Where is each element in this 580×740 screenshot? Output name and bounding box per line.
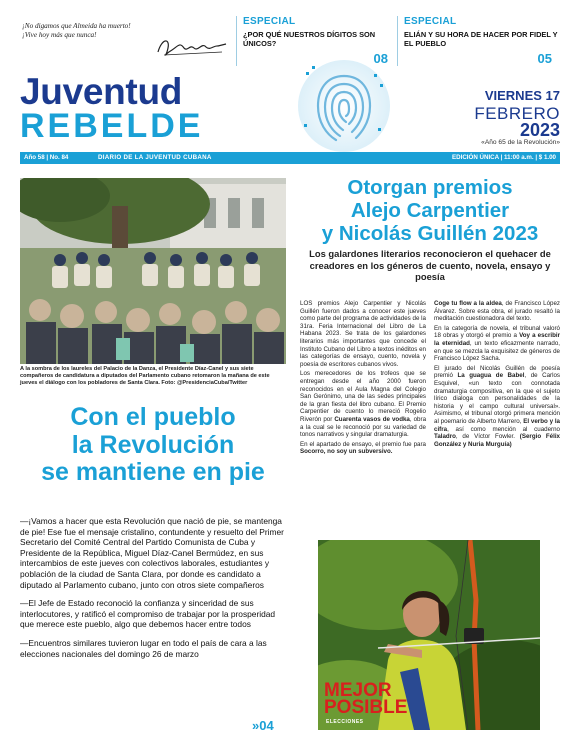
- story-book-title: La guagua de Babel: [457, 372, 525, 380]
- story-text: En la categoría de novela, el tribunal valoró 18 obras y otorgó el premio a: [434, 324, 560, 340]
- issue-month: FEBRERO: [474, 104, 560, 123]
- lead-headline-line-1: Con el pueblo: [70, 403, 236, 431]
- year-motto: «Año 65 de la Revolución»: [481, 139, 560, 146]
- story-book-title: El verbo y la cifra: [434, 417, 560, 433]
- story-book-title: Taladro: [434, 433, 456, 441]
- lead-continue-link[interactable]: »04: [252, 718, 274, 733]
- ad-logo-line-2: POSIBLE: [324, 697, 408, 718]
- story-text: , un texto eficazmente narrado, en que se mezcla la exquisitez de géneros de Francisco López Sacha.: [434, 339, 560, 363]
- story-headline-line-3: y Nicolás Guillén 2023: [321, 222, 539, 245]
- ad-logo: [324, 682, 407, 716]
- ad-logo-line-1: MEJOR: [324, 680, 392, 701]
- lead-headline-line-3: se mantiene en pie: [41, 458, 265, 486]
- teaser-title: ELIÁN Y SU HORA DE HACER POR FIDEL Y EL PUEBLO: [404, 30, 558, 48]
- story-column-2: [434, 300, 560, 528]
- masthead-bar: [20, 152, 560, 164]
- lead-paragraph-1: —¡Vamos a hacer que esta Revolución que nació de pie, se mantenga de pie! Ese fue el mensaje cristalino, contundente y resuelto del Primer Secretario del Comité Central del Partido Comunista de Cuba y Presidente de la República, Miguel Díaz-Canel Bermúdez, en sus intercambios de este jueves con colectivos laborales, estudiantes y población de la ciudad de Santa Clara, por donde es candidato a diputado al Parlamento cubano, junto con otros siete compañeros: [20, 516, 284, 590]
- lead-paragraph-2: —El Jefe de Estado reconoció la confianza y sinceridad de sus interlocutores, y ratificó el compromiso de trabajar por la prosperidad que merece este pueblo, algo que debemos hacer entre todos: [20, 598, 276, 630]
- story-text: , de Carlos Esquivel, «un texto con connotada dramaturgia compositiva, en la que el sujeto lírico dialoga con personalidades de la historia y el campo cultural universal». Asimismo, el tribunal otorgó primera mención al poemario de Alberto Marrero,: [434, 372, 561, 425]
- story-book-title: Coge tu flow a la aldea: [434, 300, 502, 307]
- story-text: , así como mención al cuaderno: [447, 425, 560, 433]
- teaser-page: 05: [537, 51, 552, 66]
- teaser-elian[interactable]: [397, 16, 560, 66]
- story-paragraph: [434, 325, 560, 363]
- issue-year: 2023: [519, 120, 560, 140]
- teaser-tag: ESPECIAL: [404, 16, 457, 27]
- edition-info: EDICIÓN ÚNICA | 11:00 a.m. | $ 1.00: [452, 154, 556, 161]
- story-book-title: Voy a escribir la eternidad: [434, 332, 561, 347]
- quote-line-1: ¡No digamos que Almeida ha muerto!: [22, 22, 131, 30]
- newspaper-tagline: DIARIO DE LA JUVENTUD CUBANA: [98, 154, 212, 161]
- story-paragraph: [300, 370, 426, 438]
- lead-headline[interactable]: [20, 404, 286, 487]
- story-headline-line-2: Alejo Carpentier: [350, 199, 510, 222]
- issue-number: Año 58 | No. 84: [24, 154, 69, 161]
- masthead-juventud: Juventud: [20, 71, 183, 112]
- lead-paragraph-3: —Encuentros similares tuvieron lugar en todo el país de cara a las elecciones nacionales del domingo 26 de marzo: [20, 637, 267, 659]
- story-book-title: Socorro, no soy un subversivo.: [300, 448, 393, 456]
- teaser-page: 08: [373, 51, 388, 66]
- lead-body: [20, 516, 286, 667]
- story-column-1: [300, 300, 426, 528]
- story-deck: Los galardones literarios reconocieron el quehacer de creadores en los géneros de cuento, novela, ensayo y poesía: [309, 248, 551, 283]
- archer-ad[interactable]: [318, 540, 540, 730]
- story-byline: (Sergio Félix González y Nuria Murguía): [434, 433, 560, 448]
- lead-headline-line-2: la Revolución: [71, 430, 235, 459]
- fingerprint-icon: [296, 54, 392, 154]
- story-paragraph: [434, 300, 560, 323]
- story-paragraph: [300, 441, 426, 456]
- issue-day: VIERNES 17: [484, 88, 560, 103]
- signature-icon: [152, 34, 232, 60]
- story-headline[interactable]: [300, 176, 560, 245]
- story-text: , de Víctor Fowler.: [455, 433, 520, 441]
- story-text: , de Francisco López Álvarez. Sobre esta obra, el jurado resaltó la meditación cuestionadora del texto.: [434, 300, 561, 323]
- masthead-rebelde: REBELDE: [20, 107, 204, 145]
- story-text: En el apartado de ensayo, el premio fue para: [300, 440, 426, 448]
- story-paragraph: LOS premios Alejo Carpentier y Nicolás Guillén fueron dados a conocer este jueves como parte del programa de actividades de la 31ra. Feria Internacional del Libro de La Habana 2023. Se trata de los galardones literarios más importantes que concede el Instituto Cubano del Libro a textos inéditos en las categorías de ensayo, cuento, novela y poesía de escritores cubanos vivos.: [300, 300, 426, 368]
- photo-caption: A la sombra de los laureles del Palacio de la Danza, el Presidente Díaz-Canel y sus siete compañeros de candidatura a diputados del Parlamento cubano retomaron la mañana de este jueves el diálogo con los pobladores de Santa Clara. Foto: @PresidenciaCuba/Twitter: [20, 366, 270, 387]
- teaser-tag: ESPECIAL: [243, 16, 296, 27]
- teaser-title: ¿POR QUÉ NUESTROS DÍGITOS SON ÚNICOS?: [243, 30, 376, 48]
- story-text: , obra a la cual se le reconoció por su variedad de tonos narrativos y singular dramaturgia.: [300, 415, 427, 439]
- quote-line-2: ¡Vive hoy más que nunca!: [22, 31, 97, 39]
- story-text: Los merecedores de los trofeos que se entregan desde el año 2000 fueron reconocidos en el Aula Magna del Colegio San Gerónimo, una de las sedes principales de la gran fiesta del libro cubano. El Premio Carpentier de cuento lo mereció Rogelio Riverón por: [300, 370, 426, 423]
- lead-photo[interactable]: [20, 178, 286, 364]
- story-book-title: Cuarenta vasos de vodka: [334, 415, 410, 423]
- ad-subtitle: ELECCIONES: [326, 719, 364, 725]
- story-paragraph: [434, 365, 560, 449]
- story-text: El jurado del Nicolás Guillén de poesía premió: [434, 364, 560, 380]
- story-headline-line-1: Otorgan premios: [347, 176, 513, 199]
- story-columns: [300, 300, 560, 528]
